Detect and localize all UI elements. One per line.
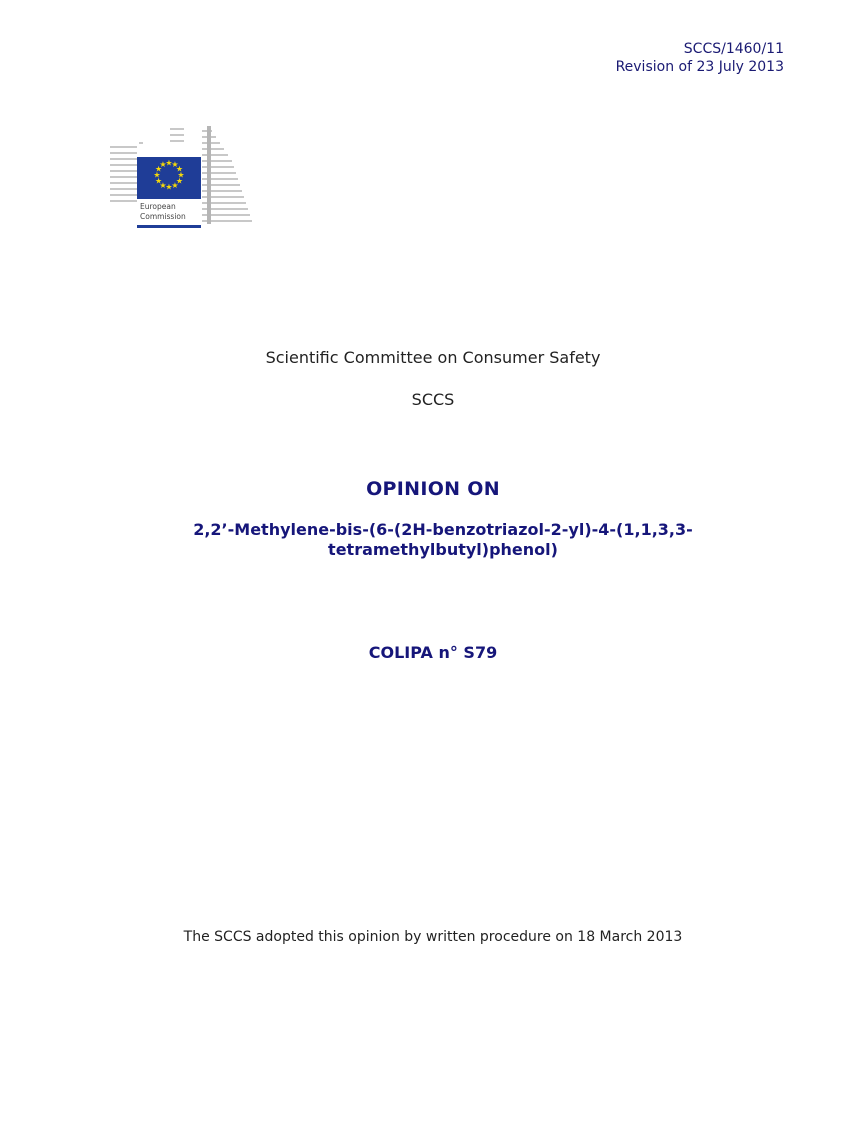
committee-name: Scientific Committee on Consumer Safety <box>265 348 601 367</box>
svg-text:★: ★ <box>177 170 185 180</box>
svg-text:★: ★ <box>165 158 173 168</box>
svg-text:★: ★ <box>175 176 183 186</box>
svg-text:★: ★ <box>153 170 161 180</box>
svg-text:★: ★ <box>155 164 163 174</box>
logo-text-line-2: Commission <box>140 212 186 221</box>
svg-text:★: ★ <box>159 180 167 190</box>
svg-text:★: ★ <box>155 176 163 186</box>
svg-text:★: ★ <box>175 164 183 174</box>
svg-text:★: ★ <box>165 182 173 192</box>
logo-divider-line <box>137 225 201 228</box>
colipa-number: COLIPA n° S79 <box>368 643 498 662</box>
document-reference-block <box>616 40 784 76</box>
adoption-statement: The SCCS adopted this opinion by written procedure on 18 March 2013 <box>183 929 683 945</box>
document-reference-number: SCCS/1460/11 <box>683 41 784 57</box>
substance-name <box>150 520 736 560</box>
svg-text:★: ★ <box>171 160 179 170</box>
european-commission-logo <box>104 124 258 232</box>
logo-text-line-1: European <box>140 202 176 211</box>
svg-text:★: ★ <box>171 180 179 190</box>
document-revision-date: Revision of 23 July 2013 <box>615 59 784 75</box>
opinion-heading: OPINION ON <box>366 478 500 500</box>
svg-text:★: ★ <box>159 160 167 170</box>
committee-acronym: SCCS <box>411 390 455 409</box>
substance-name-line-2: tetramethylbutyl)phenol) <box>328 540 558 559</box>
substance-name-line-1: 2,2’-Methylene-bis-(6-(2H-benzotriazol-2-yl)-4-(1,1,3,3- <box>193 520 693 539</box>
